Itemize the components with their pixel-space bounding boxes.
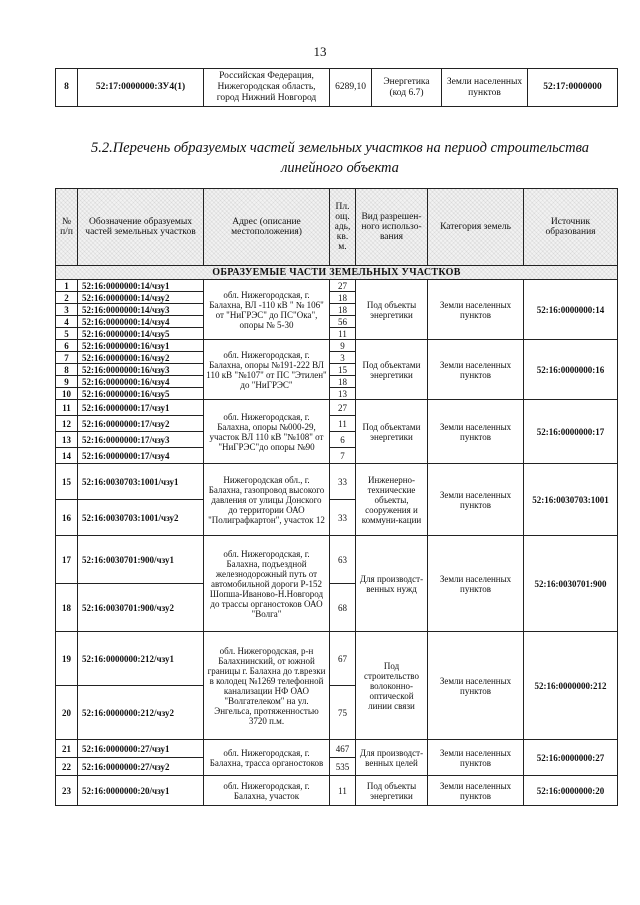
header-number: № п/п [56, 189, 78, 266]
parcel-code: 52:16:0000000:16/чзу5 [78, 388, 204, 400]
top-table [55, 68, 618, 107]
parcel-area: 56 [330, 316, 356, 328]
parcel-code: 52:16:0030701:900/чзу1 [78, 536, 204, 584]
parcel-code: 52:16:0000000:17/чзу2 [78, 416, 204, 432]
row-number: 6 [56, 340, 78, 352]
header-code: Обозначение образуемых частей земельных участков [78, 189, 204, 266]
parcel-category: Земли населенных пунктов [428, 280, 524, 340]
parcel-category: Земли населенных пунктов [442, 69, 528, 107]
row-number: 8 [56, 364, 78, 376]
parcel-area: 11 [330, 416, 356, 432]
parcel-area: 27 [330, 280, 356, 292]
parcel-source: 52:16:0030703:1001 [524, 464, 618, 536]
parcel-address: обл. Нижегородская, г. Балахна, опоры №191-222 ВЛ 110 кВ "№107" от ПС "Этилен" до "НиГРЭС" [204, 340, 330, 400]
row-number: 11 [56, 400, 78, 416]
parcel-address: Нижегородская обл., г. Балахна, газопровод высокого давления от улицы Донского до территории ОАО "Полиграфкартон", участок 12 [204, 464, 330, 536]
row-number: 9 [56, 376, 78, 388]
parcel-category: Земли населенных пунктов [428, 340, 524, 400]
parcel-code: 52:16:0000000:20/чзу1 [78, 776, 204, 806]
parcel-address: обл. Нижегородская, г. Балахна, подъездной железнодорожный путь от автомобильной дороги Р-152 Шопша-Иваново-Н.Новгород до трассы органостоков ОАО "Волга" [204, 536, 330, 632]
parcels-table [55, 188, 618, 806]
parcel-code: 52:16:0000000:14/чзу2 [78, 292, 204, 304]
parcel-source: 52:16:0000000:16 [524, 340, 618, 400]
row-number: 10 [56, 388, 78, 400]
parcel-code: 52:16:0000000:16/чзу1 [78, 340, 204, 352]
parcel-address: обл. Нижегородская, г. Балахна, опоры №000-29, участок ВЛ 110 кВ "№108" от "НиГРЭС"до опоры №90 [204, 400, 330, 464]
parcel-use: Под объекты энергетики [356, 280, 428, 340]
table-row [56, 400, 618, 416]
header-source: Источник образования [524, 189, 618, 266]
table-row [56, 280, 618, 292]
parcel-source: 52:16:0000000:17 [524, 400, 618, 464]
parcel-area: 67 [330, 632, 356, 686]
table-row [56, 464, 618, 500]
parcel-code: 52:16:0000000:212/чзу2 [78, 686, 204, 740]
parcel-area: 15 [330, 364, 356, 376]
parcel-use: Под объекты энергетики [356, 776, 428, 806]
row-number: 21 [56, 740, 78, 758]
parcel-use: Под объектами энергетики [356, 340, 428, 400]
parcel-area: 467 [330, 740, 356, 758]
parcel-source: 52:16:0000000:14 [524, 280, 618, 340]
parcel-area: 13 [330, 388, 356, 400]
parcel-area: 3 [330, 352, 356, 364]
row-number: 22 [56, 758, 78, 776]
parcel-area: 7 [330, 448, 356, 464]
parcel-area: 6 [330, 432, 356, 448]
row-number: 5 [56, 328, 78, 340]
parcel-code: 52:16:0000000:17/чзу1 [78, 400, 204, 416]
parcel-area: 11 [330, 328, 356, 340]
parcel-address: обл. Нижегородская, г. Балахна, ВЛ -110 кВ " № 106" от "НиГРЭС" до ПС"Ока", опоры № 5-30 [204, 280, 330, 340]
parcel-category: Земли населенных пунктов [428, 632, 524, 740]
parcel-area: 63 [330, 536, 356, 584]
parcel-code: 52:16:0000000:212/чзу1 [78, 632, 204, 686]
row-number: 14 [56, 448, 78, 464]
row-number: 13 [56, 432, 78, 448]
parcel-use: Энергетика (код 6.7) [372, 69, 442, 107]
section-heading: 5.2.Перечень образуемых частей земельных участков на период строительства линейного объекта [90, 140, 590, 176]
parcel-source: 52:16:0000000:212 [524, 632, 618, 740]
parcel-use: Для производст-венных нужд [356, 536, 428, 632]
parcel-code: 52:16:0000000:16/чзу3 [78, 364, 204, 376]
header-area: Пл. ощ. адь, кв. м. [330, 189, 356, 266]
row-number: 15 [56, 464, 78, 500]
table-header [56, 189, 618, 266]
parcel-address: обл. Нижегородская, г. Балахна, участок [204, 776, 330, 806]
parcel-area: 9 [330, 340, 356, 352]
parcel-code: 52:16:0000000:27/чзу1 [78, 740, 204, 758]
table-row [56, 69, 618, 107]
parcel-code: 52:16:0000000:17/чзу4 [78, 448, 204, 464]
header-address: Адрес (описание местоположения) [204, 189, 330, 266]
parcel-category: Земли населенных пунктов [428, 464, 524, 536]
parcel-area: 33 [330, 500, 356, 536]
parcel-area: 27 [330, 400, 356, 416]
table-row [56, 536, 618, 584]
parcel-address: обл. Нижегородская, р-н Балахнинский, от южной границы г. Балахна до т.врезки в колодец №1269 телефонной канализации НФ ОАО "Волгателеком" на ул. Энгельса, протяженностью 3720 п.м. [204, 632, 330, 740]
row-number: 19 [56, 632, 78, 686]
row-number: 20 [56, 686, 78, 740]
row-number: 17 [56, 536, 78, 584]
parcel-code: 52:16:0000000:16/чзу2 [78, 352, 204, 364]
row-number: 4 [56, 316, 78, 328]
parcel-area: 33 [330, 464, 356, 500]
parcel-use: Под строительство волоконно-оптической линии связи [356, 632, 428, 740]
section-row [56, 266, 618, 280]
header-category: Категория земель [428, 189, 524, 266]
table-row [56, 340, 618, 352]
parcel-source: 52:16:0000000:20 [524, 776, 618, 806]
table-row [56, 740, 618, 758]
row-number: 8 [56, 69, 78, 107]
parcel-code: 52:16:0000000:16/чзу4 [78, 376, 204, 388]
parcel-source: 52:16:0030701:900 [524, 536, 618, 632]
row-number: 23 [56, 776, 78, 806]
row-number: 12 [56, 416, 78, 432]
parcel-category: Земли населенных пунктов [428, 536, 524, 632]
parcel-use: Для производст-венных целей [356, 740, 428, 776]
parcel-use: Инженерно-технические объекты, сооружения и коммуни-кации [356, 464, 428, 536]
parcel-area: 18 [330, 376, 356, 388]
table-row [56, 632, 618, 686]
parcel-code: 52:17:0000000:ЗУ4(1) [78, 69, 204, 107]
parcel-code: 52:16:0000000:14/чзу1 [78, 280, 204, 292]
parcel-code: 52:16:0030703:1001/чзу2 [78, 500, 204, 536]
row-number: 18 [56, 584, 78, 632]
row-number: 16 [56, 500, 78, 536]
parcel-area: 75 [330, 686, 356, 740]
parcel-code: 52:16:0000000:14/чзу3 [78, 304, 204, 316]
parcel-use: Под объектами энергетики [356, 400, 428, 464]
parcel-source: 52:16:0000000:27 [524, 740, 618, 776]
parcel-code: 52:16:0030703:1001/чзу1 [78, 464, 204, 500]
parcel-area: 18 [330, 304, 356, 316]
row-number: 3 [56, 304, 78, 316]
parcel-category: Земли населенных пунктов [428, 776, 524, 806]
page-number: 13 [313, 44, 327, 59]
row-number: 1 [56, 280, 78, 292]
row-number: 2 [56, 292, 78, 304]
table-row [56, 776, 618, 806]
parcel-code: 52:16:0000000:17/чзу3 [78, 432, 204, 448]
parcel-area: 535 [330, 758, 356, 776]
parcel-address: обл. Нижегородская, г. Балахна, трасса органостоков [204, 740, 330, 776]
parcel-code: 52:16:0030701:900/чзу2 [78, 584, 204, 632]
parcel-code: 52:16:0000000:14/чзу5 [78, 328, 204, 340]
parcel-area: 6289,10 [330, 69, 372, 107]
row-number: 7 [56, 352, 78, 364]
parcel-area: 18 [330, 292, 356, 304]
parcel-address: Российская Федерация, Нижегородская область, город Нижний Новгород [204, 69, 330, 107]
parcel-area: 68 [330, 584, 356, 632]
parcel-code: 52:16:0000000:14/чзу4 [78, 316, 204, 328]
header-use: Вид разрешен- ного использо- вания [356, 189, 428, 266]
parcel-area: 11 [330, 776, 356, 806]
section-title: ОБРАЗУЕМЫЕ ЧАСТИ ЗЕМЕЛЬНЫХ УЧАСТКОВ [56, 266, 618, 280]
parcel-category: Земли населенных пунктов [428, 400, 524, 464]
parcel-code: 52:16:0000000:27/чзу2 [78, 758, 204, 776]
parcel-category: Земли населенных пунктов [428, 740, 524, 776]
parcel-source: 52:17:0000000 [528, 69, 618, 107]
